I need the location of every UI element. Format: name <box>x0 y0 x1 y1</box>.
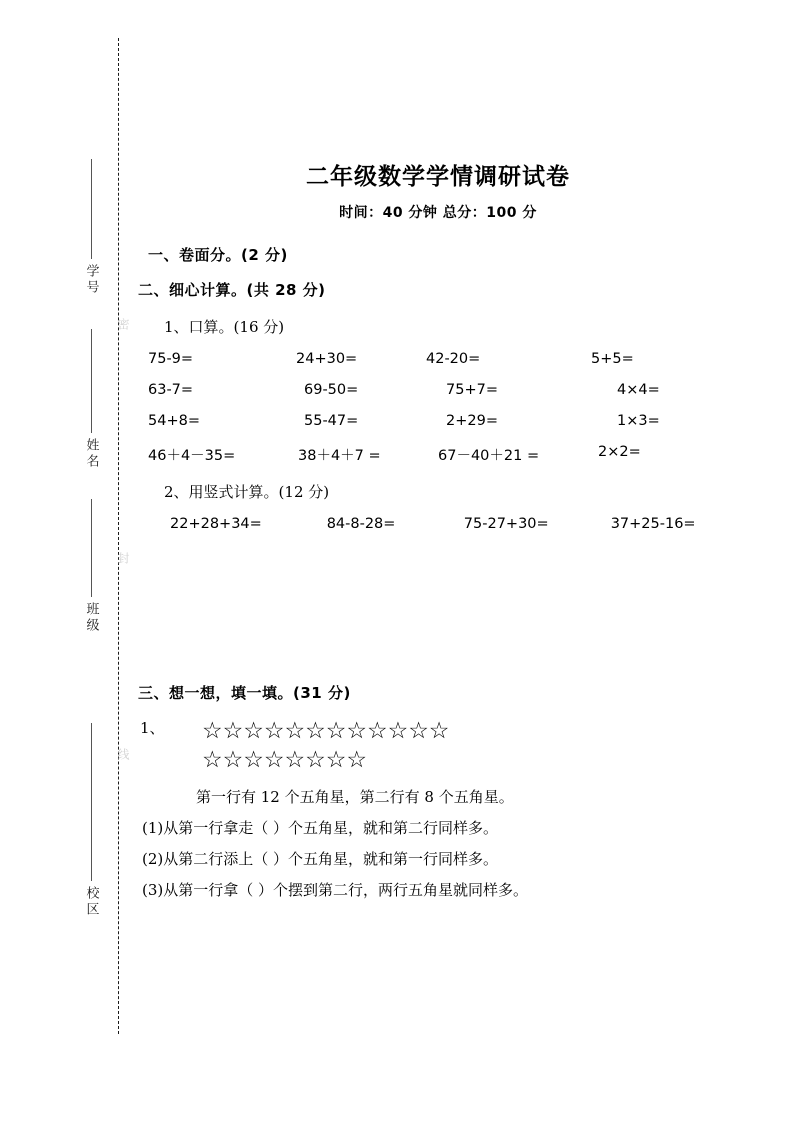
section-three-heading: 三、想一想，填一填。(31 分) <box>138 684 351 702</box>
mental-math-item[interactable]: 42-20= <box>426 351 481 367</box>
mental-math-item[interactable]: 67－40＋21 = <box>438 448 540 464</box>
field-class-rule <box>91 499 92 597</box>
field-class[interactable] <box>62 488 120 634</box>
question-number: 1、 <box>140 719 165 737</box>
mental-math-item[interactable]: 63-7= <box>148 382 194 398</box>
mental-math-grid <box>138 351 738 465</box>
subsection-vertical-math-heading: 2、用竖式计算。(12 分) <box>164 483 330 501</box>
vertical-math-workspace[interactable] <box>138 532 738 682</box>
field-student-number[interactable] <box>62 150 120 296</box>
section-one-heading: 一、卷面分。(2 分) <box>148 246 288 264</box>
mental-math-item[interactable]: 2+29= <box>446 413 498 429</box>
vertical-math-item[interactable]: 22+28+34= <box>170 516 262 532</box>
section-two-heading: 二、细心计算。(共 28 分) <box>138 281 326 299</box>
star-blank-1[interactable]: (1)从第一行拿走（ ）个五角星，就和第二行同样多。 <box>142 818 499 837</box>
field-student-number-rule <box>91 159 92 259</box>
mental-math-row <box>138 382 738 398</box>
page-title: 二年级数学学情调研试卷 <box>306 164 570 190</box>
mental-math-item[interactable]: 75+7= <box>446 382 498 398</box>
star-blank-2[interactable]: (2)从第二行添上（ ）个五角星，就和第一行同样多。 <box>142 850 499 869</box>
star-blank-3[interactable]: (3)从第一行拿（ ）个摆到第二行，两行五角星就同样多。 <box>142 881 529 900</box>
star-question-caption: 第一行有 12 个五角星，第二行有 8 个五角星。 <box>196 787 514 806</box>
mental-math-row <box>138 413 738 429</box>
mental-math-item[interactable]: 75-9= <box>148 351 194 367</box>
field-campus[interactable] <box>62 708 120 918</box>
star-question <box>138 717 738 776</box>
field-name[interactable] <box>62 318 120 470</box>
mental-math-item[interactable]: 55-47= <box>304 413 359 429</box>
subsection-mental-math-heading: 1、口算。(16 分) <box>164 318 285 336</box>
mental-math-item[interactable]: 5+5= <box>591 351 634 367</box>
vertical-math-item[interactable]: 75-27+30= <box>463 516 549 532</box>
vertical-math-grid <box>138 516 738 532</box>
exam-meta: 时间：40 分钟 总分：100 分 <box>339 205 537 221</box>
star-row-first: ☆☆☆☆☆☆☆☆☆☆☆☆ <box>202 718 450 744</box>
field-name-label: 姓名 <box>83 438 99 470</box>
exam-body <box>138 0 738 901</box>
vertical-math-item[interactable]: 84-8-28= <box>326 516 396 532</box>
field-class-label: 班级 <box>83 602 99 634</box>
mental-math-item[interactable]: 1×3= <box>617 413 660 429</box>
field-name-rule <box>91 329 92 433</box>
star-rows <box>202 717 738 776</box>
mental-math-item[interactable]: 46＋4－35= <box>148 448 236 464</box>
seal-mark-feng: 封 <box>116 552 130 565</box>
mental-math-item[interactable]: 24+30= <box>296 351 358 367</box>
seal-mark-xian: 线 <box>116 748 130 761</box>
mental-math-item[interactable]: 54+8= <box>148 413 200 429</box>
mental-math-item[interactable]: 2×2= <box>598 444 641 460</box>
field-campus-rule <box>91 723 92 881</box>
vertical-math-item[interactable]: 37+25-16= <box>610 516 696 532</box>
field-campus-label: 校区 <box>83 886 99 918</box>
mental-math-item[interactable]: 69-50= <box>304 382 359 398</box>
star-row-second: ☆☆☆☆☆☆☆☆ <box>202 747 367 774</box>
mental-math-row <box>138 444 738 465</box>
mental-math-row <box>138 351 738 367</box>
field-student-number-label: 学号 <box>83 264 99 296</box>
seal-mark-mi: 密 <box>116 318 130 331</box>
mental-math-item[interactable]: 4×4= <box>617 382 660 398</box>
mental-math-item[interactable]: 38＋4＋7 = <box>298 448 381 464</box>
